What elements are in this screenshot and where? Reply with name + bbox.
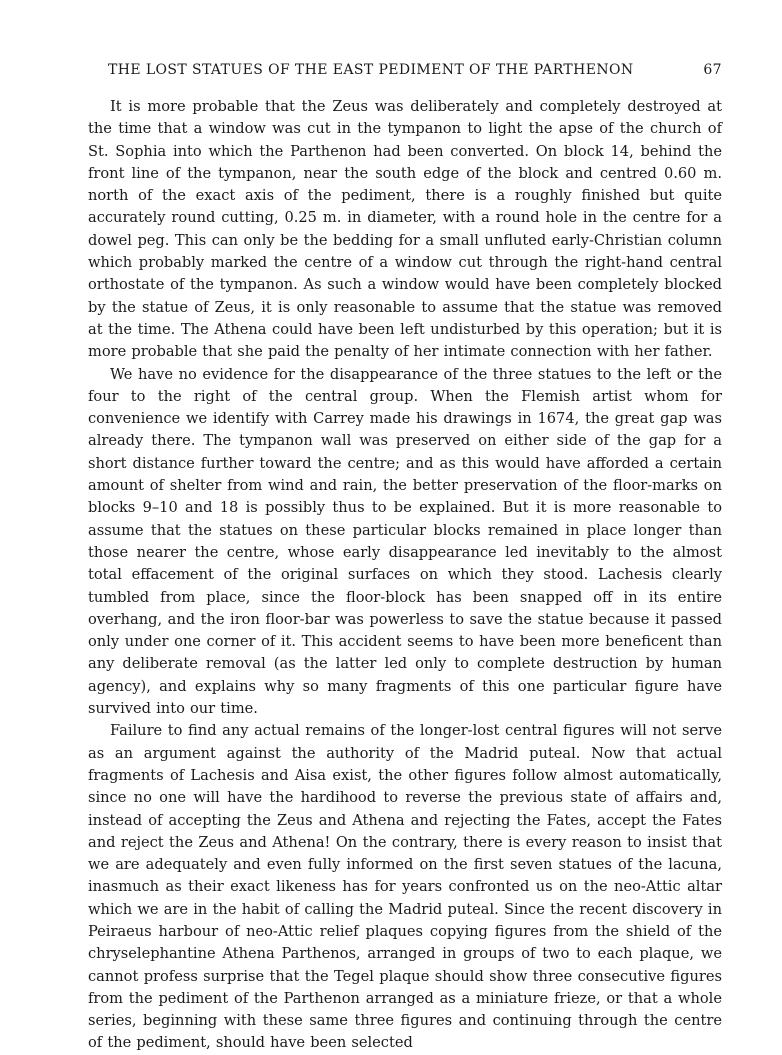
running-title: THE LOST STATUES OF THE EAST PEDIMENT OF THE PARTHENON [108, 62, 634, 78]
paragraph-3: Failure to find any actual remains of the longer-lost central figures will not serve as an argument against the authority of the Madrid puteal. Now that actual fragments of Lachesis and Aisa exist, the other figures follow almost automatically, since no one will have the hardihood to reverse the previous state of affairs and, instead of accepting the Zeus and Athena and rejecting the Fates, accept the Fates and reject the Zeus and Athena! On the contrary, there is every reason to insist that we are adequately and even fully informed on the first seven statues of the lacuna, inasmuch as their exact likeness has for years confronted us on the neo-Attic altar which we are in the habit of calling the Madrid puteal. Since the recent discovery in Peiraeus harbour of neo-Attic relief plaques copying figures from the shield of the chryselephantine Athena Parthenos, arranged in groups of two to each plaque, we cannot profess surprise that the Tegel plaque should show three consecutive figures from the pediment of the Parthenon arranged as a miniature frieze, or that a whole series, beginning with these same three figures and continuing through the centre of the pediment, should have been selected [88, 722, 722, 1052]
paragraph-2: We have no evidence for the disappearance of the three statues to the left or the four to the right of the central group. When the Flemish artist whom for convenience we identify with Carrey made his drawings in 1674, the great gap was already there. The tympanon wall was preserved on either side of the gap for a short distance further toward the centre; and as this would have afforded a certain amount of shelter from wind and rain, the better preservation of the floor-marks on blocks 9–10 and 18 is possibly thus to be explained. But it is more reasonable to assume that the statues on these particular blocks remained in place longer than those nearer the centre, whose early disappearance led inevitably to the almost total effacement of the original surfaces on which they stood. Lachesis clearly tumbled from place, since the floor-block has been snapped off in its entire overhang, and the iron floor-bar was powerless to save the statue because it passed only under one corner of it. This accident seems to have been more beneficent than any deliberate removal (as the latter led only to complete destruction by human agency), and explains why so many fragments of this one particular figure have survived into our time. [88, 365, 722, 718]
document-page [88, 58, 722, 1055]
paragraph-1: It is more probable that the Zeus was deliberately and completely destroyed at the time that a window was cut in the tympanon to light the apse of the church of St. Sophia into which the Parthenon had been converted. On block 14, behind the front line of the tympanon, near the south edge of the block and centred 0.60 m. north of the exact axis of the pediment, there is a roughly finished but quite accurately round cutting, 0.25 m. in diameter, with a round hole in the centre for a dowel peg. This can only be the bedding for a small unfluted early-Christian column which probably marked the centre of a window cut through the right-hand central orthostate of the tympanon. As such a window would have been completely blocked by the statue of Zeus, it is only reasonable to assume that the statue was removed at the time. The Athena could have been left undisturbed by this operation; but it is more probable that she paid the penalty of her intimate connection with her father. [88, 98, 722, 361]
running-header [88, 58, 722, 84]
page-number: 67 [703, 62, 722, 78]
body-text [88, 96, 722, 1055]
